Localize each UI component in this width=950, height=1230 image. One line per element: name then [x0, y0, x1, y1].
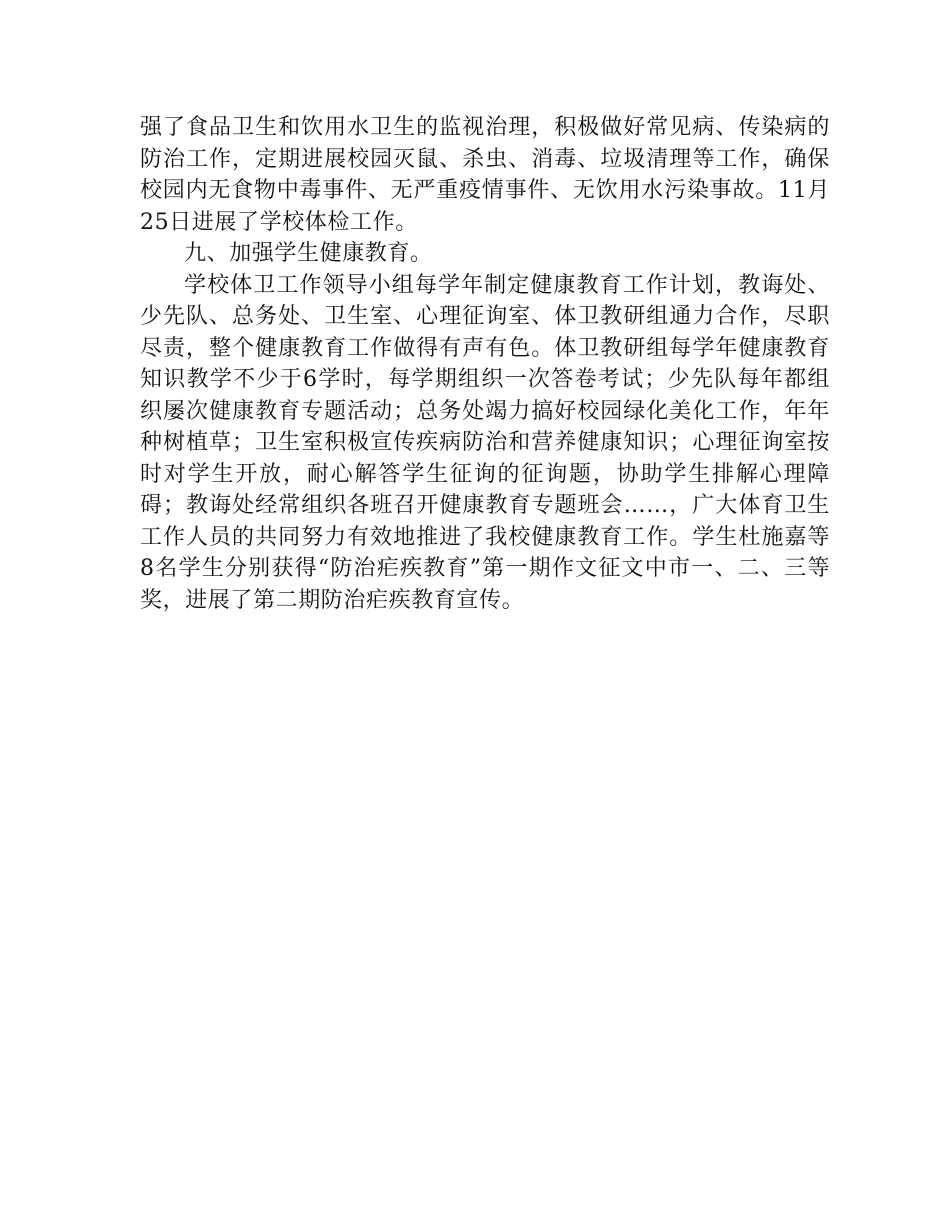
paragraph-continuation: 强了食品卫生和饮用水卫生的监视治理，积极做好常见病、传染病的防治工作，定期进展校园灭鼠、杀虫、消毒、垃圾清理等工作，确保校园内无食物中毒事件、无严重疫情事件、无饮用水污染事故。11月25日进展了学校体检工作。 — [140, 115, 830, 235]
paragraph-health-education: 学校体卫工作领导小组每学年制定健康教育工作计划，教诲处、少先队、总务处、卫生室、心理征询室、体卫教研组通力合作，尽职尽责，整个健康教育工作做得有声有色。体卫教研组每学年健康教育知识教学不少于6学时，每学期组织一次答卷考试；少先队每年都组织屡次健康教育专题活动；总务处竭力搞好校园绿化美化工作，年年种树植草；卫生室积极宣传疾病防治和营养健康知识；心理征询室按时对学生开放，耐心解答学生征询的征询题，协助学生排解心理障碍；教诲处经常组织各班召开健康教育专题班会……，广大体育卫生工作人员的共同努力有效地推进了我校健康教育工作。学生杜施嘉等8名学生分别获得“防治疟疾教育”第一期作文征文中市一、二、三等奖，进展了第二期防治疟疾教育宣传。 — [140, 272, 830, 613]
document-body — [140, 112, 830, 616]
section-heading: 九、加强学生健康教育。 — [184, 241, 433, 266]
